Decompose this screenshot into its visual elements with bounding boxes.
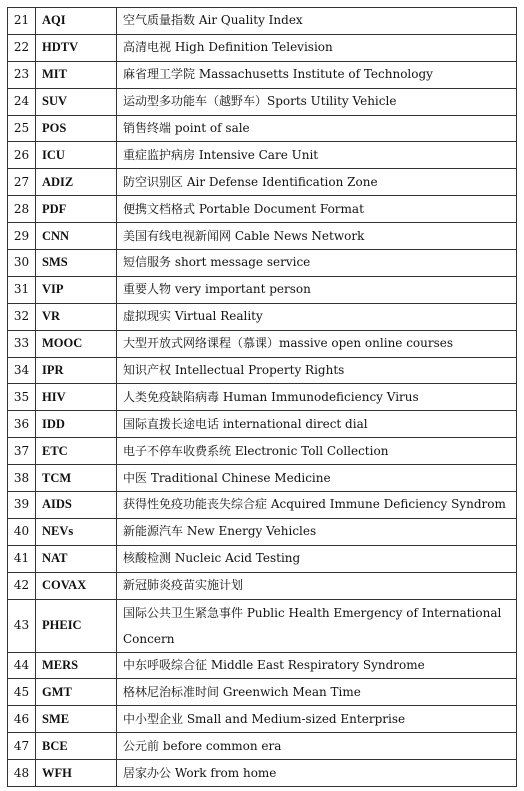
row-number: 41 [8,545,36,572]
abbreviation-cell: AIDS [36,492,117,519]
row-number: 23 [8,61,36,88]
abbreviation-cell: SUV [36,88,117,115]
abbreviation-cell: GMT [36,679,117,706]
abbreviation-cell: POS [36,115,117,142]
row-number: 22 [8,34,36,61]
table-row [8,223,517,250]
description-cell: 美国有线电视新闻网 Cable News Network [117,223,517,250]
description-cell: 短信服务 short message service [117,250,517,277]
description-cell: 中医 Traditional Chinese Medicine [117,465,517,492]
table-body [8,8,517,787]
table-row [8,196,517,223]
table-row [8,652,517,679]
row-number: 43 [8,599,36,652]
description-cell: 中小型企业 Small and Medium-sized Enterprise [117,706,517,733]
description-cell: 国际直拨长途电话 international direct dial [117,411,517,438]
row-number: 31 [8,276,36,303]
abbreviation-cell: WFH [36,760,117,787]
description-cell: 大型开放式网络课程（慕课）massive open online courses [117,330,517,357]
description-cell: 居家办公 Work from home [117,760,517,787]
row-number: 40 [8,518,36,545]
row-number: 24 [8,88,36,115]
row-number: 46 [8,706,36,733]
row-number: 36 [8,411,36,438]
row-number: 21 [8,8,36,35]
abbreviation-cell: HDTV [36,34,117,61]
abbreviation-cell: PDF [36,196,117,223]
table-row [8,706,517,733]
abbreviation-cell: ADIZ [36,169,117,196]
table-row [8,599,517,652]
description-cell: 重要人物 very important person [117,276,517,303]
row-number: 26 [8,142,36,169]
table-row [8,115,517,142]
table-row [8,760,517,787]
abbreviation-cell: MOOC [36,330,117,357]
table-row [8,545,517,572]
table-row [8,679,517,706]
description-cell: 公元前 before common era [117,733,517,760]
abbreviation-cell: CNN [36,223,117,250]
description-cell: 获得性免疫功能丧失综合症 Acquired Immune Deficiency Syndrom [117,492,517,519]
table-row [8,492,517,519]
description-cell: 麻省理工学院 Massachusetts Institute of Technology [117,61,517,88]
row-number: 35 [8,384,36,411]
row-number: 34 [8,357,36,384]
table-row [8,88,517,115]
description-cell: 国际公共卫生紧急事件 Public Health Emergency of International Concern [117,599,517,652]
row-number: 44 [8,652,36,679]
abbreviation-cell: MIT [36,61,117,88]
abbreviation-cell: HIV [36,384,117,411]
abbreviation-cell: ETC [36,438,117,465]
row-number: 45 [8,679,36,706]
table-row [8,384,517,411]
row-number: 25 [8,115,36,142]
description-cell: 知识产权 Intellectual Property Rights [117,357,517,384]
abbreviation-table-container [7,7,517,787]
abbreviation-cell: NEVs [36,518,117,545]
row-number: 38 [8,465,36,492]
description-cell: 防空识别区 Air Defense Identification Zone [117,169,517,196]
table-row [8,34,517,61]
table-row [8,330,517,357]
table-row [8,518,517,545]
row-number: 27 [8,169,36,196]
table-row [8,303,517,330]
table-row [8,276,517,303]
table-row [8,250,517,277]
abbreviation-cell: PHEIC [36,599,117,652]
abbreviation-cell: NAT [36,545,117,572]
table-row [8,357,517,384]
table-row [8,733,517,760]
table-row [8,142,517,169]
abbreviation-cell: SME [36,706,117,733]
abbreviation-cell: COVAX [36,572,117,599]
row-number: 47 [8,733,36,760]
table-row [8,61,517,88]
description-cell: 人类免疫缺陷病毒 Human Immunodeficiency Virus [117,384,517,411]
row-number: 30 [8,250,36,277]
abbreviation-table [7,7,517,787]
description-cell: 虚拟现实 Virtual Reality [117,303,517,330]
row-number: 37 [8,438,36,465]
description-cell: 核酸检测 Nucleic Acid Testing [117,545,517,572]
abbreviation-cell: IDD [36,411,117,438]
table-row [8,465,517,492]
row-number: 48 [8,760,36,787]
table-row [8,411,517,438]
description-cell: 运动型多功能车（越野车）Sports Utility Vehicle [117,88,517,115]
abbreviation-cell: SMS [36,250,117,277]
row-number: 28 [8,196,36,223]
abbreviation-cell: ICU [36,142,117,169]
description-cell: 新能源汽车 New Energy Vehicles [117,518,517,545]
description-cell: 销售终端 point of sale [117,115,517,142]
row-number: 39 [8,492,36,519]
description-cell: 高清电视 High Definition Television [117,34,517,61]
table-row [8,169,517,196]
table-row [8,572,517,599]
row-number: 29 [8,223,36,250]
abbreviation-cell: IPR [36,357,117,384]
row-number: 42 [8,572,36,599]
abbreviation-cell: VR [36,303,117,330]
row-number: 33 [8,330,36,357]
description-cell: 新冠肺炎疫苗实施计划 [117,572,517,599]
table-row [8,8,517,35]
row-number: 32 [8,303,36,330]
description-cell: 空气质量指数 Air Quality Index [117,8,517,35]
description-cell: 电子不停车收费系统 Electronic Toll Collection [117,438,517,465]
description-cell: 中东呼吸综合征 Middle East Respiratory Syndrome [117,652,517,679]
abbreviation-cell: TCM [36,465,117,492]
abbreviation-cell: MERS [36,652,117,679]
abbreviation-cell: AQI [36,8,117,35]
description-cell: 重症监护病房 Intensive Care Unit [117,142,517,169]
abbreviation-cell: VIP [36,276,117,303]
table-row [8,438,517,465]
abbreviation-cell: BCE [36,733,117,760]
description-cell: 便携文档格式 Portable Document Format [117,196,517,223]
description-cell: 格林尼治标准时间 Greenwich Mean Time [117,679,517,706]
